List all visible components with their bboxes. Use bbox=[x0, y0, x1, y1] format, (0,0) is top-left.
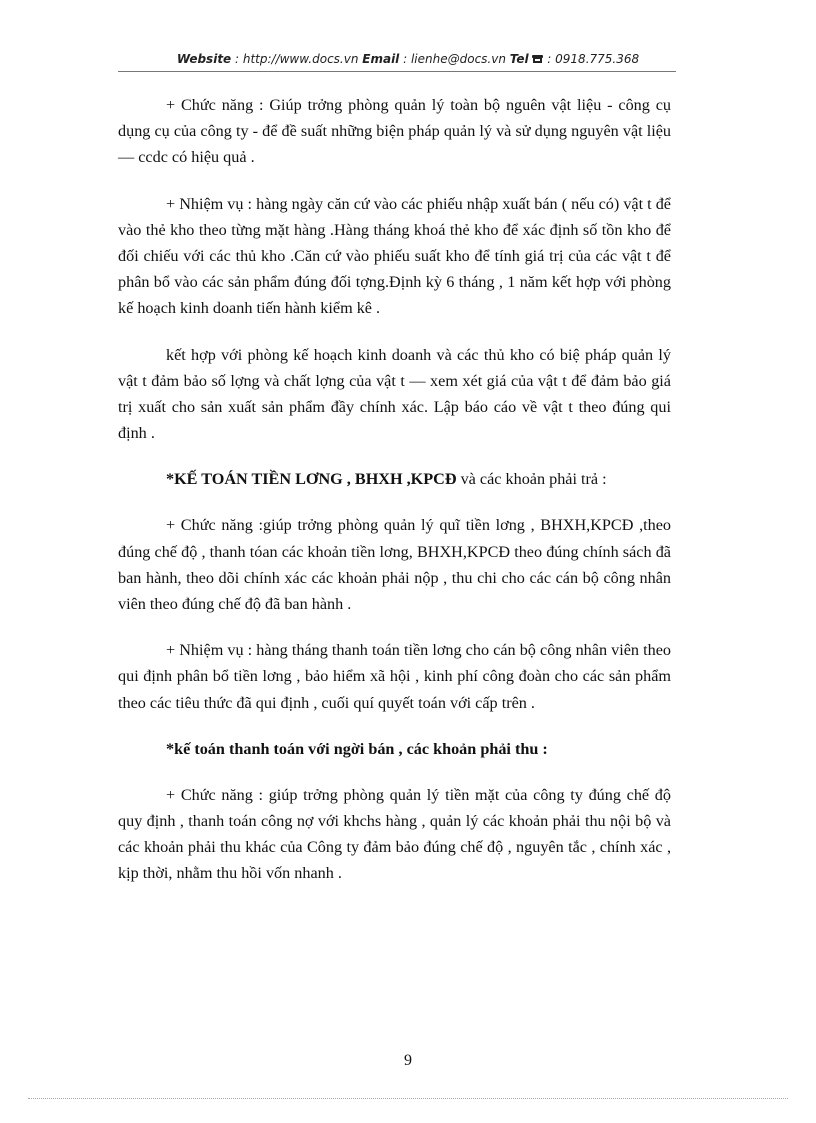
section-heading-salary bbox=[118, 466, 671, 492]
email-value: : lienhe@docs.vn bbox=[399, 52, 510, 66]
website-label: Website bbox=[176, 52, 232, 66]
paragraph-function-salary: + Chức năng :giúp trởng phòng quản lý quĩ tiền lơng , BHXH,KPCĐ ,theo đúng chế độ , thanh tóan các khoản tiền lơng, BHXH,KPCĐ theo đúng chính sách đã ban hành, theo dõi chính xác các khoản phải nộp , thu chi cho các cán bộ công nhân viên theo đúng chế độ đã ban hành . bbox=[118, 516, 671, 614]
website-value: : http://www.docs.vn bbox=[231, 52, 363, 66]
paragraph-function-cash: + Chức năng : giúp trởng phòng quản lý tiền mặt của công ty đúng chế độ quy định , thanh toán công nợ với khchs hàng , quản lý các khoản phải thu nội bộ và các khoản phải thu khác của Công ty đảm bảo đúng chế độ , nguyên tắc , chính xác , kịp thời, nhằm thu hồi vốn nhanh . bbox=[118, 785, 671, 883]
page-number: 9 bbox=[404, 1052, 412, 1069]
telephone-icon bbox=[532, 54, 543, 64]
paragraph-function-materials: + Chức năng : Giúp trởng phòng quản lý toàn bộ nguên vật liệu - công cụ dụng cụ của công ty - để đề suất những biện pháp quản lý và sử dụng nguyên vật liệu — ccdc có hiệu quả . bbox=[118, 96, 671, 167]
page-bottom-divider bbox=[28, 1098, 788, 1099]
document-body bbox=[118, 92, 671, 907]
header-divider bbox=[118, 71, 676, 72]
paragraph-coordination: kết hợp với phòng kế hoạch kinh doanh và các thủ kho có biệ pháp quản lý vật t đảm bảo số lợng và chất lợng của vật t — xem xét giá của vật t để đảm bảo giá trị xuất cho sản xuất sản phẩm đầy chính xác. Lập báo cáo về vật t theo đúng qui định . bbox=[118, 345, 671, 443]
paragraph-duty-materials: + Nhiệm vụ : hàng ngày căn cứ vào các phiếu nhập xuất bán ( nếu có) vật t để vào thẻ kho theo từng mặt hàng .Hàng tháng khoá thẻ kho để xác định số tồn kho để đối chiếu với các thủ kho .Căn cứ vào phiếu suất kho để tính giá trị của các vật t để phân bổ vào các sản phẩm đúng đối tợng.Định kỳ 6 tháng , 1 năm kết hợp với phòng kế hoạch kinh doanh tiến hành kiểm kê . bbox=[118, 194, 671, 318]
section-heading-payables bbox=[118, 736, 671, 762]
paragraph-duty-salary: + Nhiệm vụ : hàng tháng thanh toán tiền lơng cho cán bộ công nhân viên theo qui định phân bổ tiền lơng , bảo hiểm xã hội , kinh phí công đoàn cho các sản phẩm theo các tiêu thức đã qui định , cuối quí quyết toán với cấp trên . bbox=[118, 641, 671, 712]
email-label: Email bbox=[362, 52, 400, 66]
tel-label: Tel bbox=[509, 52, 529, 66]
section-heading-salary-bold: *KẾ TOÁN TIỀN LƠNG , BHXH ,KPCĐ bbox=[166, 470, 457, 489]
section-heading-salary-rest: và các khoản phải trả : bbox=[456, 470, 607, 489]
tel-value: : 0918.775.368 bbox=[543, 52, 640, 66]
section-heading-payables-bold: *kế toán thanh toán với ngời bán , các khoản phải thu : bbox=[166, 739, 548, 758]
page-header bbox=[0, 52, 816, 66]
